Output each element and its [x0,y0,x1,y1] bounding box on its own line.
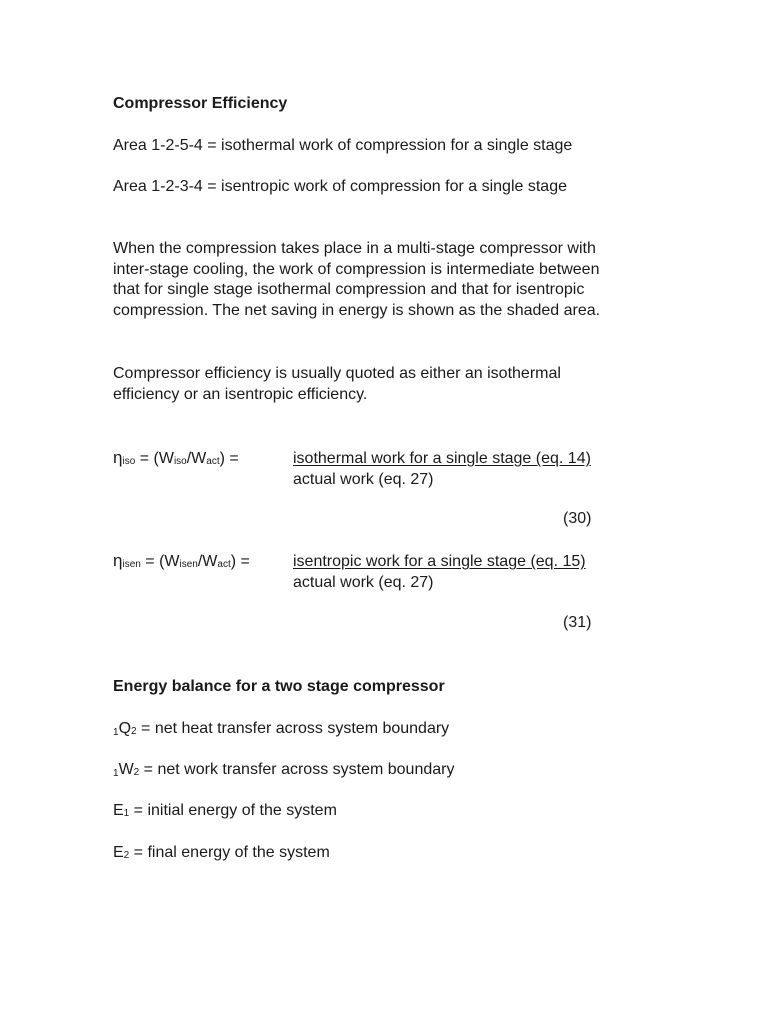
section-heading-energy-balance: Energy balance for a two stage compressor [113,678,445,695]
definition-text: = final energy of the system [129,844,330,861]
formula-text: ) = [230,553,250,570]
section-heading-compressor-efficiency: Compressor Efficiency [113,95,288,112]
prescript: 1 [113,727,119,738]
symbol: E [113,802,124,819]
eta-symbol: η [113,551,123,570]
paragraph-line: When the compression takes place in a multi-stage compressor with [113,240,596,257]
formula-text: ) = [219,450,239,467]
definition-text: = net heat transfer across system boundary [136,720,450,737]
subscript: act [217,559,231,570]
subscript: 2 [131,726,137,737]
definition-text: = net work transfer across system boundary [139,761,455,778]
subscript: iso [173,456,187,467]
isentropic-fraction [293,551,586,593]
equation-number-31: (31) [563,614,592,631]
isothermal-fraction [293,448,591,490]
subscript: isen [122,559,141,570]
fraction-numerator: isothermal work for a single stage (eq. 14) [293,450,591,467]
area-isentropic-definition: Area 1-2-3-4 = isentropic work of compression for a single stage [113,178,567,195]
paragraph-line: inter-stage cooling, the work of compression is intermediate between [113,260,600,278]
subscript: act [206,456,220,467]
subscript: 1 [123,808,130,819]
area-isothermal-definition: Area 1-2-5-4 = isothermal work of compression for a single stage [113,137,573,154]
final-energy-definition [113,842,330,865]
eta-symbol: η [113,448,123,467]
fraction-numerator: isentropic work for a single stage (eq. 15) [293,553,586,570]
paragraph-line: Compressor efficiency is usually quoted as either an isothermal [113,365,561,382]
subscript: iso [122,456,136,467]
subscript: 2 [133,767,140,778]
initial-energy-definition [113,800,337,823]
subscript: isen [179,559,198,570]
prescript: 1 [113,768,119,779]
symbol: E [113,844,124,861]
paragraph-line: efficiency or an isentropic efficiency. [113,385,368,403]
formula-text: /W [197,553,218,570]
formula-text: = (W [135,450,174,467]
fraction-denominator: actual work (eq. 27) [293,471,434,488]
work-transfer-definition [113,759,454,782]
isothermal-efficiency-formula [113,448,239,468]
formula-text: = (W [140,553,180,570]
isentropic-efficiency-formula [113,551,250,571]
paragraph-line: compression. The net saving in energy is shown as the shaded area. [113,301,601,319]
heat-transfer-definition [113,718,449,741]
paragraph-line: that for single stage isothermal compression and that for isentropic [113,281,585,299]
subscript: 2 [123,850,130,861]
formula-text: /W [186,450,207,467]
symbol: Q [118,720,132,737]
efficiency-paragraph [113,364,561,405]
fraction-denominator: actual work (eq. 27) [293,574,434,591]
symbol: W [118,761,134,778]
definition-text: = initial energy of the system [129,802,337,819]
equation-number-30: (30) [563,510,592,527]
multistage-paragraph [113,239,600,321]
